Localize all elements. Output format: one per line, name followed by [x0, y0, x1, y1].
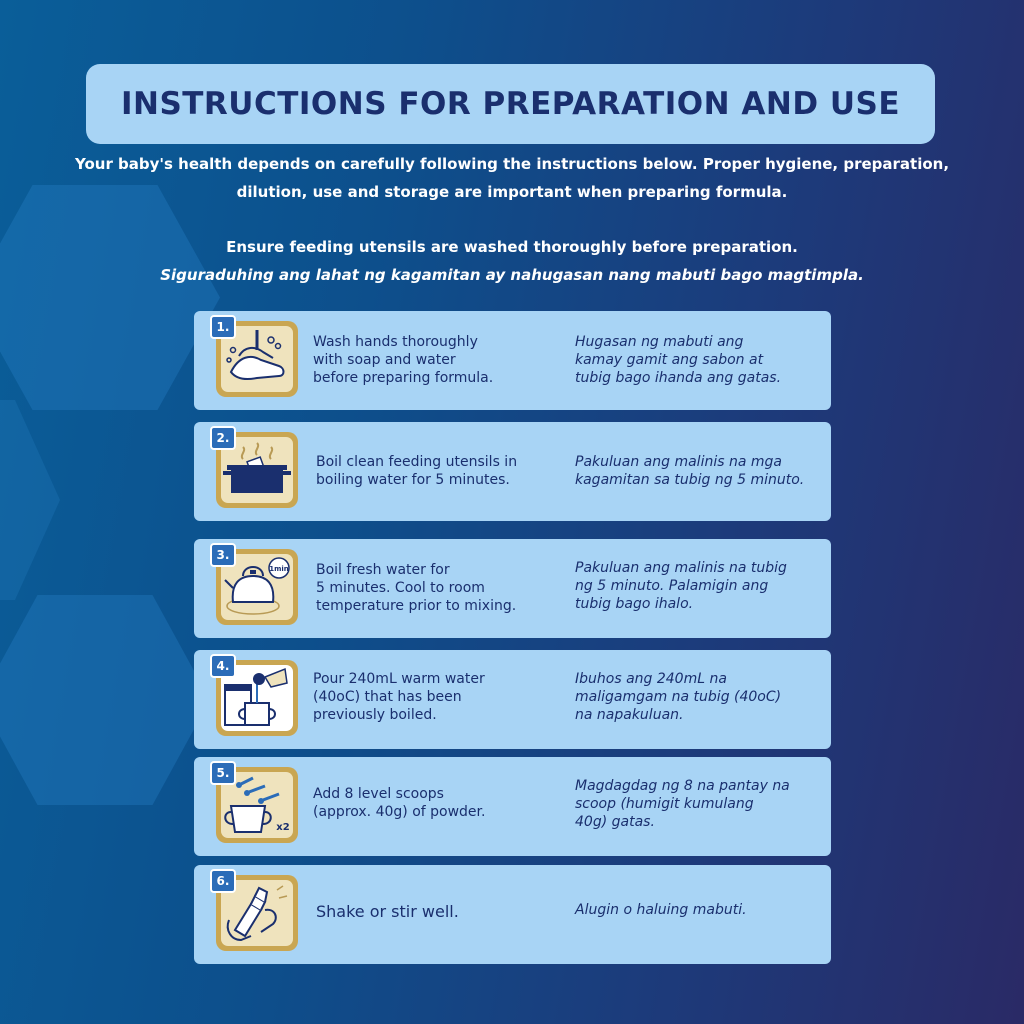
text-line: 5 minutes. Cool to room: [316, 580, 485, 596]
step-1: [194, 311, 831, 410]
step-instruction-tagalog: [575, 901, 805, 919]
wash-hands-icon: [216, 321, 298, 397]
utensils-note: [60, 233, 964, 289]
step-number: 1.: [210, 315, 236, 339]
step-instruction-english: [313, 333, 528, 387]
step-instruction-tagalog: [575, 777, 805, 831]
text-line: tubig bago ihanda ang gatas.: [575, 370, 782, 386]
background-hexagon: [0, 400, 60, 600]
step-5: [194, 757, 831, 856]
text-line: kagamitan sa tubig ng 5 minuto.: [575, 472, 805, 488]
one-minute-badge: 1min: [269, 565, 289, 573]
text-line: Pakuluan ang malinis na tubig: [575, 560, 787, 576]
step-6: [194, 865, 831, 964]
step-3: [194, 539, 831, 638]
shake-bottle-icon: [216, 875, 298, 951]
step-instruction-english: [313, 785, 528, 821]
title-banner: [86, 64, 935, 144]
text-line: Hugasan ng mabuti ang: [575, 334, 744, 350]
step-instruction-tagalog: [575, 559, 805, 613]
utensils-note-english: Ensure feeding utensils are washed thoroughly before preparation.: [226, 238, 798, 256]
step-number: 2.: [210, 426, 236, 450]
text-line: (40oC) that has been: [313, 689, 462, 705]
text-line: Pakuluan ang malinis na mga: [575, 454, 782, 470]
step-4: [194, 650, 831, 749]
step-number: 3.: [210, 543, 236, 567]
text-line: ng 5 minuto. Palamigin ang: [575, 578, 769, 594]
step-instruction-english: [316, 902, 531, 922]
text-line: (approx. 40g) of powder.: [313, 804, 486, 820]
background-hexagon: [0, 185, 220, 410]
text-line: maligamgam na tubig (40oC): [575, 689, 782, 705]
step-number: 4.: [210, 654, 236, 678]
text-line: Ibuhos ang 240mL na: [575, 671, 727, 687]
step-instruction-tagalog: [575, 333, 805, 387]
step-number: 5.: [210, 761, 236, 785]
boiling-pot-icon: [216, 432, 298, 508]
text-line: with soap and water: [313, 352, 456, 368]
times-two-badge: x2: [276, 822, 290, 833]
text-line: Boil clean feeding utensils in: [316, 454, 518, 470]
text-line: scoop (humigit kumulang: [575, 796, 754, 812]
text-line: Add 8 level scoops: [313, 786, 444, 802]
text-line: previously boiled.: [313, 707, 437, 723]
text-line: boiling water for 5 minutes.: [316, 472, 510, 488]
text-line: before preparing formula.: [313, 370, 494, 386]
text-line: Wash hands thoroughly: [313, 334, 478, 350]
intro-text: [60, 150, 964, 206]
text-line: Pour 240mL warm water: [313, 671, 485, 687]
pour-water-icon: [216, 660, 298, 736]
text-line: na napakuluan.: [575, 707, 684, 723]
intro-line: Your baby's health depends on carefully following the instructions below. Proper hygiene, preparation,: [74, 155, 950, 173]
text-line: 40g) gatas.: [575, 814, 655, 830]
step-2: [194, 422, 831, 521]
step-instruction-tagalog: [575, 453, 805, 489]
intro-line: dilution, use and storage are important when preparing formula.: [236, 183, 788, 201]
text-line: Magdagdag ng 8 na pantay na: [575, 778, 790, 794]
step-instruction-english: [313, 670, 528, 724]
text-line: kamay gamit ang sabon at: [575, 352, 764, 368]
text-line: Boil fresh water for: [316, 562, 450, 578]
page-title: INSTRUCTIONS FOR PREPARATION AND USE: [120, 86, 901, 122]
text-line: tubig bago ihalo.: [575, 596, 694, 612]
step-instruction-english: [316, 561, 556, 615]
step-instruction-tagalog: [575, 670, 805, 724]
step-number: 6.: [210, 869, 236, 893]
text-line: temperature prior to mixing.: [316, 598, 517, 614]
kettle-icon: [216, 549, 298, 625]
step-instruction-english: [316, 453, 556, 489]
text-line: Shake or stir well.: [316, 902, 459, 921]
utensils-note-tagalog: Siguraduhing ang lahat ng kagamitan ay nahugasan nang mabuti bago magtimpla.: [160, 266, 864, 284]
background-hexagon: [0, 595, 210, 805]
text-line: Alugin o haluing mabuti.: [575, 902, 747, 918]
scoops-icon: [216, 767, 298, 843]
